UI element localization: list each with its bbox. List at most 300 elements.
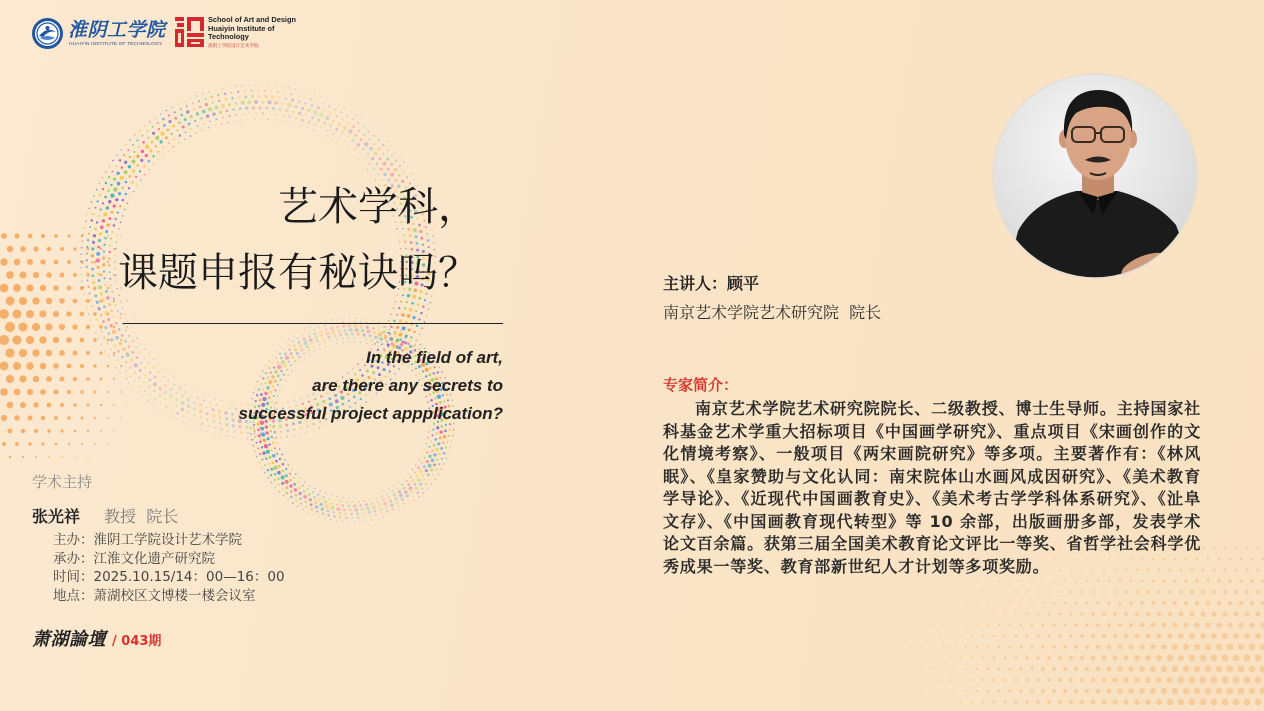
decor-dot — [1015, 635, 1018, 638]
decor-dot — [120, 222, 122, 224]
decor-dot — [421, 462, 423, 464]
decor-dot — [294, 335, 295, 336]
decor-dot — [300, 503, 302, 505]
decor-dot — [1004, 679, 1007, 682]
decor-dot — [183, 415, 185, 417]
decor-dot — [294, 488, 297, 491]
decor-dot — [240, 437, 241, 438]
decor-dot — [1085, 689, 1090, 694]
speaker-photo-graphic — [992, 73, 1198, 279]
decor-dot — [28, 442, 31, 445]
decor-dot — [352, 139, 355, 142]
decor-dot — [144, 374, 147, 377]
decor-dot — [1096, 601, 1099, 604]
decor-dot — [110, 338, 113, 341]
decor-dot — [144, 390, 146, 392]
decor-dot — [385, 326, 387, 328]
decor-dot — [27, 415, 32, 420]
decor-dot — [158, 128, 160, 130]
decor-dot — [314, 124, 316, 126]
decor-dot — [333, 101, 334, 102]
decor-dot — [401, 498, 404, 501]
decor-dot — [349, 328, 353, 332]
decor-dot — [419, 334, 420, 335]
bio-heading: 专家简介： — [663, 376, 739, 394]
decor-dot — [157, 364, 158, 365]
decor-dot — [373, 168, 375, 170]
decor-dot — [222, 88, 223, 89]
decor-dot — [94, 294, 97, 297]
decor-dot — [275, 487, 276, 488]
decor-dot — [362, 512, 364, 514]
decor-dot — [219, 111, 222, 114]
decor-dot — [165, 136, 168, 139]
decor-dot — [1167, 699, 1173, 705]
decor-dot — [373, 143, 376, 146]
decor-dot — [264, 444, 268, 448]
decor-dot — [1069, 700, 1073, 704]
decor-dot — [955, 581, 956, 582]
decor-dot — [280, 431, 282, 433]
decor-dot — [93, 195, 94, 196]
decor-dot — [109, 244, 111, 246]
decor-dot — [102, 188, 104, 190]
decor-dot — [349, 317, 350, 318]
decor-dot — [437, 442, 440, 445]
decor-dot — [81, 235, 84, 238]
decor-dot — [271, 90, 273, 92]
decor-dot — [1031, 580, 1033, 582]
decor-dot — [181, 395, 184, 398]
decor-dot — [430, 440, 432, 442]
decor-dot — [1096, 689, 1101, 694]
decor-dot — [152, 126, 154, 128]
decor-dot — [406, 176, 408, 178]
decor-dot — [248, 84, 249, 85]
decor-dot — [117, 182, 121, 186]
decor-dot — [209, 402, 211, 404]
decor-dot — [329, 112, 332, 115]
decor-dot — [13, 362, 21, 370]
decor-dot — [67, 260, 71, 264]
decor-dot — [420, 237, 423, 240]
decor-dot — [162, 368, 163, 369]
decor-dot — [398, 490, 401, 493]
decor-dot — [303, 337, 306, 340]
decor-dot — [1052, 667, 1056, 671]
decor-dot — [112, 330, 116, 334]
decor-dot — [159, 140, 162, 143]
decor-dot — [375, 514, 377, 516]
decor-dot — [1161, 644, 1167, 650]
decor-dot — [168, 115, 170, 117]
decor-dot — [285, 480, 289, 484]
decor-dot — [101, 344, 102, 345]
decor-dot — [1134, 655, 1140, 661]
decor-dot — [194, 427, 195, 428]
decor-dot — [100, 430, 102, 432]
decor-dot — [117, 311, 119, 313]
decor-dot — [107, 287, 110, 290]
decor-dot — [66, 311, 71, 316]
decor-dot — [1058, 700, 1062, 704]
decor-dot — [277, 443, 279, 445]
decor-dot — [122, 199, 124, 201]
decor-dot — [1009, 624, 1011, 626]
decor-dot — [233, 437, 234, 438]
decor-dot — [1118, 601, 1121, 604]
decor-dot — [133, 191, 134, 192]
decor-dot — [212, 102, 214, 104]
decor-dot — [138, 146, 140, 148]
decor-dot — [1108, 580, 1111, 583]
decor-dot — [1080, 700, 1085, 705]
decor-dot — [353, 504, 356, 507]
decor-dot — [53, 363, 59, 369]
decor-dot — [308, 121, 310, 123]
decor-dot — [157, 122, 159, 124]
decor-dot — [954, 646, 956, 648]
decor-dot — [120, 391, 122, 393]
decor-dot — [275, 114, 277, 116]
decor-dot — [120, 417, 121, 418]
decor-dot — [188, 122, 191, 125]
decor-dot — [268, 463, 270, 465]
decor-dot — [1135, 634, 1140, 639]
decor-dot — [1037, 613, 1040, 616]
decor-dot — [217, 94, 219, 96]
decor-dot — [171, 409, 173, 411]
decor-dot — [314, 336, 318, 340]
decor-dot — [323, 122, 326, 125]
decor-dot — [241, 85, 243, 87]
decor-dot — [41, 234, 45, 238]
decor-dot — [431, 459, 435, 463]
decor-dot — [394, 336, 396, 338]
decor-dot — [319, 330, 322, 333]
decor-dot — [121, 356, 124, 359]
decor-dot — [115, 336, 119, 340]
decor-dot — [108, 303, 111, 306]
decor-dot — [148, 400, 150, 402]
decor-dot — [98, 338, 99, 339]
decor-dot — [206, 412, 209, 415]
decor-dot — [1102, 634, 1106, 638]
decor-dot — [367, 330, 371, 334]
decor-dot — [1080, 612, 1083, 615]
decor-dot — [347, 505, 350, 508]
decor-dot — [139, 385, 141, 387]
decor-dot — [5, 348, 14, 357]
decor-dot — [149, 149, 152, 152]
decor-dot — [130, 358, 134, 362]
decor-dot — [213, 433, 214, 434]
decor-dot — [91, 254, 94, 257]
decor-dot — [426, 443, 427, 444]
decor-dot — [86, 351, 90, 355]
decor-dot — [0, 309, 9, 319]
decor-dot — [184, 118, 187, 121]
decor-dot — [1052, 689, 1056, 693]
decor-dot — [86, 253, 88, 255]
decor-dot — [1020, 602, 1022, 604]
decor-dot — [438, 453, 441, 456]
decor-dot — [240, 431, 242, 433]
decor-dot — [976, 624, 978, 626]
decor-dot — [418, 496, 420, 498]
decor-dot — [965, 580, 966, 581]
decor-dot — [1227, 688, 1234, 695]
decor-dot — [287, 499, 288, 500]
decor-dot — [103, 270, 105, 272]
decor-dot — [256, 456, 257, 457]
decor-dot — [406, 480, 408, 482]
decor-dot — [137, 139, 139, 141]
decor-dot — [415, 487, 418, 490]
decor-dot — [110, 348, 112, 350]
decor-dot — [374, 336, 377, 339]
decor-dot — [422, 244, 424, 246]
decor-dot — [1189, 633, 1195, 639]
decor-dot — [113, 404, 115, 406]
decor-dot — [264, 464, 266, 466]
decor-dot — [91, 268, 94, 271]
decor-dot — [359, 504, 361, 506]
decor-dot — [0, 335, 9, 345]
decor-dot — [257, 90, 259, 92]
decor-dot — [103, 212, 107, 216]
decor-dot — [384, 335, 388, 339]
decor-dot — [357, 333, 360, 336]
decor-dot — [281, 488, 283, 490]
decor-dot — [376, 163, 379, 166]
decor-dot — [320, 96, 321, 97]
decor-dot — [186, 110, 189, 113]
decor-dot — [453, 429, 454, 430]
decor-dot — [32, 297, 39, 304]
decor-dot — [109, 278, 111, 280]
decor-dot — [166, 110, 168, 112]
decor-dot — [106, 296, 109, 299]
decor-dot — [275, 437, 276, 438]
decor-dot — [319, 503, 322, 506]
decor-dot — [1190, 590, 1194, 594]
decor-dot — [238, 96, 241, 99]
decor-dot — [433, 444, 436, 447]
decor-dot — [193, 108, 195, 110]
decor-dot — [330, 340, 332, 342]
decor-dot — [430, 302, 431, 303]
decor-dot — [226, 436, 228, 438]
decor-dot — [277, 471, 281, 475]
decor-dot — [404, 507, 405, 508]
decor-dot — [309, 485, 310, 486]
decor-dot — [100, 208, 102, 210]
decor-dot — [416, 475, 419, 478]
decor-dot — [160, 132, 164, 136]
decor-dot — [368, 130, 371, 133]
decor-dot — [91, 219, 93, 221]
decor-dot — [282, 463, 284, 465]
decor-dot — [271, 482, 272, 483]
decor-dot — [271, 436, 273, 438]
decor-dot — [90, 320, 92, 322]
decor-dot — [443, 463, 444, 464]
decor-dot — [89, 293, 91, 295]
decor-dot — [113, 224, 116, 227]
decor-dot — [155, 117, 156, 118]
decor-dot — [235, 114, 237, 116]
decor-dot — [46, 376, 52, 382]
decor-dot — [157, 371, 159, 373]
decor-dot — [433, 463, 436, 466]
decor-dot — [285, 468, 287, 470]
decor-dot — [982, 679, 984, 681]
decor-dot — [998, 668, 1001, 671]
decor-dot — [280, 437, 281, 438]
decor-dot — [390, 314, 391, 315]
decor-dot — [1178, 699, 1185, 706]
decor-dot — [363, 134, 365, 136]
decor-dot — [389, 488, 391, 490]
decor-dot — [1139, 666, 1145, 672]
decor-dot — [237, 91, 239, 93]
decor-dot — [402, 502, 404, 504]
decor-dot — [54, 416, 58, 420]
decor-dot — [190, 98, 191, 99]
decor-dot — [1075, 580, 1077, 582]
decor-dot — [178, 121, 181, 124]
decor-dot — [1058, 656, 1062, 660]
decor-dot — [383, 516, 385, 518]
decor-dot — [73, 247, 76, 250]
decor-dot — [389, 500, 392, 503]
decor-dot — [317, 119, 320, 122]
decor-dot — [309, 498, 312, 501]
decor-dot — [135, 176, 137, 178]
decor-dot — [1201, 590, 1205, 594]
decor-dot — [1103, 591, 1106, 594]
decor-dot — [299, 477, 300, 478]
decor-dot — [181, 408, 184, 411]
decor-dot — [1102, 612, 1106, 616]
decor-dot — [262, 112, 264, 114]
decor-dot — [1086, 602, 1089, 605]
decor-dot — [279, 108, 281, 110]
decor-dot — [428, 431, 429, 432]
decor-dot — [206, 406, 208, 408]
decor-dot — [421, 487, 423, 489]
decor-dot — [396, 314, 398, 316]
decor-dot — [418, 459, 419, 460]
decor-dot — [20, 402, 26, 408]
decor-dot — [302, 334, 304, 336]
decor-dot — [333, 511, 335, 513]
decor-dot — [1168, 612, 1173, 617]
decor-dot — [409, 308, 413, 312]
decor-dot — [372, 327, 374, 329]
decor-dot — [998, 646, 1001, 649]
host-row — [32, 506, 178, 528]
decor-dot — [187, 405, 190, 408]
decor-dot — [319, 499, 321, 501]
decor-dot — [133, 371, 136, 374]
decor-dot — [234, 431, 236, 433]
decor-dot — [1085, 623, 1089, 627]
decor-dot — [336, 339, 338, 341]
decor-dot — [45, 323, 52, 330]
decor-dot — [67, 364, 72, 369]
college-name-cn: 淮阴工学院设计艺术学院 — [208, 44, 259, 49]
decor-dot — [1156, 633, 1161, 638]
host-label: 学术主持 — [32, 473, 93, 491]
decor-dot — [409, 340, 411, 342]
decor-dot — [227, 121, 229, 123]
decor-dot — [1190, 612, 1195, 617]
decor-dot — [1118, 623, 1122, 627]
decor-dot — [428, 309, 429, 310]
decor-dot — [208, 425, 210, 427]
decor-dot — [1224, 547, 1226, 549]
decor-dot — [312, 430, 313, 431]
speaker-affiliation: 南京艺术学院艺术研究院 院长 — [663, 303, 882, 322]
decor-dot — [960, 635, 962, 637]
decor-dot — [254, 100, 257, 103]
decor-dot — [1070, 591, 1072, 593]
decor-dot — [1102, 678, 1107, 683]
decor-dot — [1216, 622, 1221, 627]
decor-dot — [304, 329, 306, 331]
decor-dot — [415, 464, 417, 466]
decor-dot — [1238, 622, 1243, 627]
decor-dot — [266, 450, 270, 454]
decor-dot — [374, 152, 378, 156]
decor-dot — [121, 334, 124, 337]
decor-dot — [954, 624, 955, 625]
decor-dot — [107, 318, 110, 321]
decor-dot — [360, 138, 363, 141]
decor-dot — [168, 120, 171, 123]
decor-dot — [1224, 569, 1227, 572]
decor-dot — [355, 328, 359, 332]
decor-dot — [170, 415, 171, 416]
decor-dot — [433, 242, 434, 243]
decor-dot — [286, 436, 287, 437]
decor-dot — [421, 474, 424, 477]
decor-dot — [426, 233, 428, 235]
decor-dot — [1080, 656, 1084, 660]
decor-dot — [270, 468, 273, 471]
decor-dot — [380, 167, 383, 170]
decor-dot — [310, 503, 313, 506]
decor-dot — [279, 458, 281, 460]
decor-dot — [113, 354, 115, 356]
decor-dot — [315, 505, 318, 508]
decor-dot — [430, 468, 433, 471]
decor-dot — [976, 690, 978, 692]
decor-dot — [911, 647, 912, 648]
decor-dot — [982, 701, 984, 703]
decor-dot — [86, 272, 88, 274]
decor-dot — [105, 230, 108, 233]
decor-dot — [171, 133, 174, 136]
decor-dot — [298, 481, 300, 483]
decor-dot — [403, 171, 405, 173]
decor-dot — [343, 508, 346, 511]
decor-dot — [179, 387, 181, 389]
decor-dot — [284, 92, 286, 94]
decor-dot — [313, 514, 314, 515]
